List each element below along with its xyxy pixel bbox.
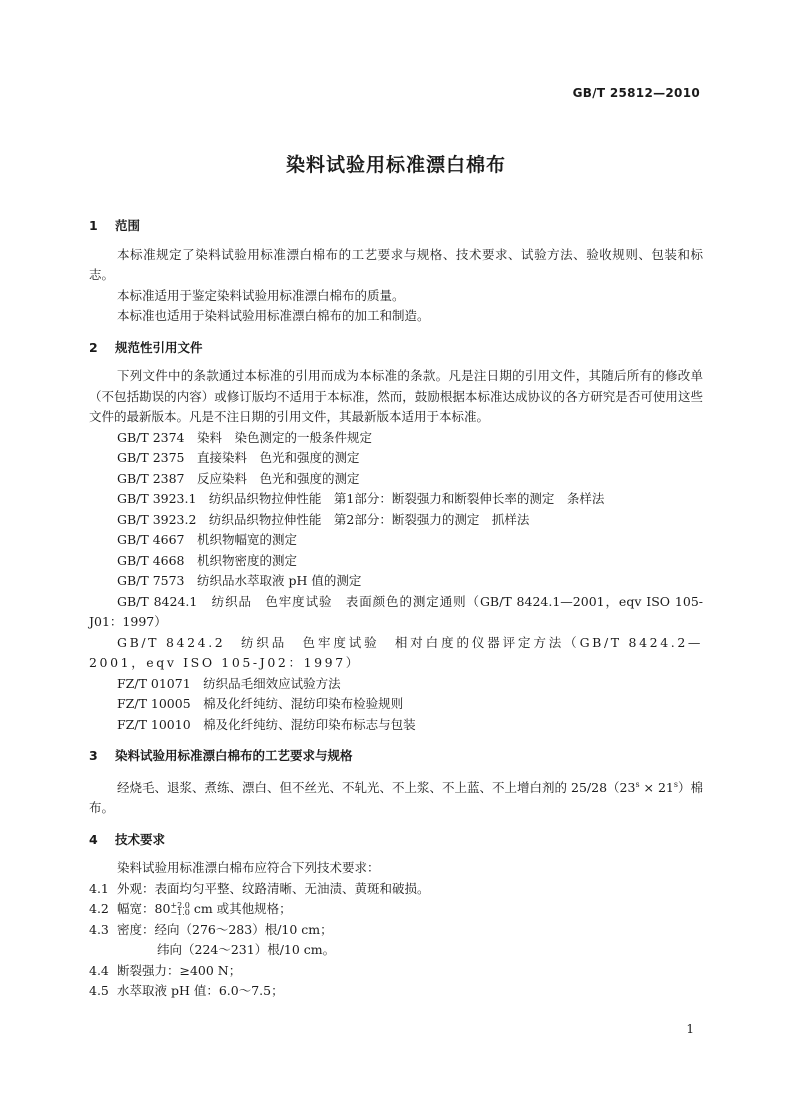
item-text: 密度：经向（276～283）根/10 cm； — [117, 921, 333, 937]
paragraph: 本标准也适用于染料试验用标准漂白棉布的加工和制造。 — [117, 308, 430, 323]
section-number: 3 — [89, 748, 98, 763]
text-run: ）棉布。 — [89, 779, 703, 816]
item-number: 4.2 — [89, 901, 109, 917]
text-run: 经烧毛、退浆、煮练、漂白、但不丝光、不轧光、不上浆、不上蓝、不上增白剂的 25/28（23 — [117, 779, 636, 795]
requirement-item — [89, 981, 703, 1002]
reference-item: FZ/T 10010 棉及化纤纯纺、混纺印染布标志与包装 — [117, 716, 416, 732]
item-text: 断裂强力：≥400 N； — [117, 962, 242, 978]
paragraph: 本标准规定了染料试验用标准漂白棉布的工艺要求与规格、技术要求、试验方法、验收规则、包装和标志。 — [89, 246, 703, 282]
requirement-item — [89, 961, 703, 982]
item-number: 4.1 — [89, 880, 109, 896]
paragraph: 本标准适用于鉴定染料试验用标准漂白棉布的质量。 — [117, 287, 405, 303]
section-2-heading — [89, 338, 703, 359]
section-3-heading — [89, 746, 703, 767]
page-number: 1 — [686, 1022, 694, 1036]
section-1-heading — [89, 216, 703, 237]
item-number: 4.5 — [89, 983, 109, 999]
document-body — [89, 216, 703, 1002]
section-number: 2 — [89, 339, 98, 355]
text-run: × 21 — [639, 779, 674, 795]
reference-item: GB/T 8424.2 纺织品 色牢度试验 相对白度的仪器评定方法（GB/T 8424.2—2001，eqv ISO 105-J02：1997） — [89, 634, 703, 670]
superscript: s — [635, 779, 640, 789]
section-number: 1 — [89, 218, 98, 233]
section-title: 规范性引用文件 — [115, 339, 203, 355]
requirement-continuation: 纬向（224～231）根/10 cm。 — [157, 942, 336, 958]
reference-item: GB/T 3923.2 纺织品织物拉伸性能 第2部分：断裂强力的测定 抓样法 — [117, 511, 530, 527]
paragraph: 染料试验用标准漂白棉布应符合下列技术要求： — [117, 860, 380, 876]
paragraph — [89, 775, 703, 819]
section-title: 染料试验用标准漂白棉布的工艺要求与规格 — [115, 748, 353, 763]
document-title: 染料试验用标准漂白棉布 — [285, 154, 506, 176]
reference-item: GB/T 2387 反应染料 色光和强度的测定 — [117, 470, 360, 486]
requirement-item — [89, 879, 703, 900]
section-title: 范围 — [115, 218, 141, 233]
paragraph: 下列文件中的条款通过本标准的引用而成为本标准的条款。凡是注日期的引用文件，其随后所有的修改单（不包括勘误的内容）或修订版均不适用于本标准，然而，鼓励根据本标准达成协议的各方研究是否可使用这些文件的最新版本。凡是不注日期的引用文件，其最新版本适用于本标准。 — [89, 368, 703, 424]
standard-code: GB/T 25812—2010 — [572, 86, 700, 100]
section-number: 4 — [89, 831, 98, 847]
reference-item: GB/T 8424.1 纺织品 色牢度试验 表面颜色的测定通则（GB/T 8424.1—2001，eqv ISO 105-J01：1997） — [89, 593, 703, 629]
section-title: 技术要求 — [115, 831, 166, 847]
tolerance-plus: +2.0 — [170, 901, 190, 911]
reference-item: FZ/T 10005 棉及化纤纯纺、混纺印染布检验规则 — [117, 696, 404, 711]
item-text: 外观：表面均匀平整、纹路清晰、无油渍、黄斑和破损。 — [117, 880, 430, 896]
item-text: 水萃取液 pH 值：6.0～7.5； — [117, 983, 284, 999]
reference-item: GB/T 2374 染料 染色测定的一般条件规定 — [117, 429, 373, 445]
reference-item: GB/T 4667 机织物幅宽的测定 — [117, 532, 298, 547]
item-number: 4.4 — [89, 962, 109, 978]
reference-item: GB/T 4668 机织物密度的测定 — [117, 552, 298, 568]
reference-item: FZ/T 01071 纺织品毛细效应试验方法 — [117, 675, 341, 691]
requirement-item — [89, 920, 703, 941]
tolerance — [170, 902, 189, 916]
item-number: 4.3 — [89, 921, 109, 937]
item-text: cm 或其他规格； — [189, 901, 292, 917]
tolerance-minus: −1.0 — [170, 908, 190, 918]
section-4-heading — [89, 830, 703, 851]
reference-item: GB/T 7573 纺织品水萃取液 pH 值的测定 — [117, 573, 362, 588]
item-text: 幅宽：80 — [117, 901, 171, 917]
superscript: s — [673, 779, 678, 789]
reference-item: GB/T 3923.1 纺织品织物拉伸性能 第1部分：断裂强力和断裂伸长率的测定 条样法 — [117, 491, 605, 506]
requirement-item — [89, 899, 703, 920]
reference-item: GB/T 2375 直接染料 色光和强度的测定 — [117, 450, 360, 465]
